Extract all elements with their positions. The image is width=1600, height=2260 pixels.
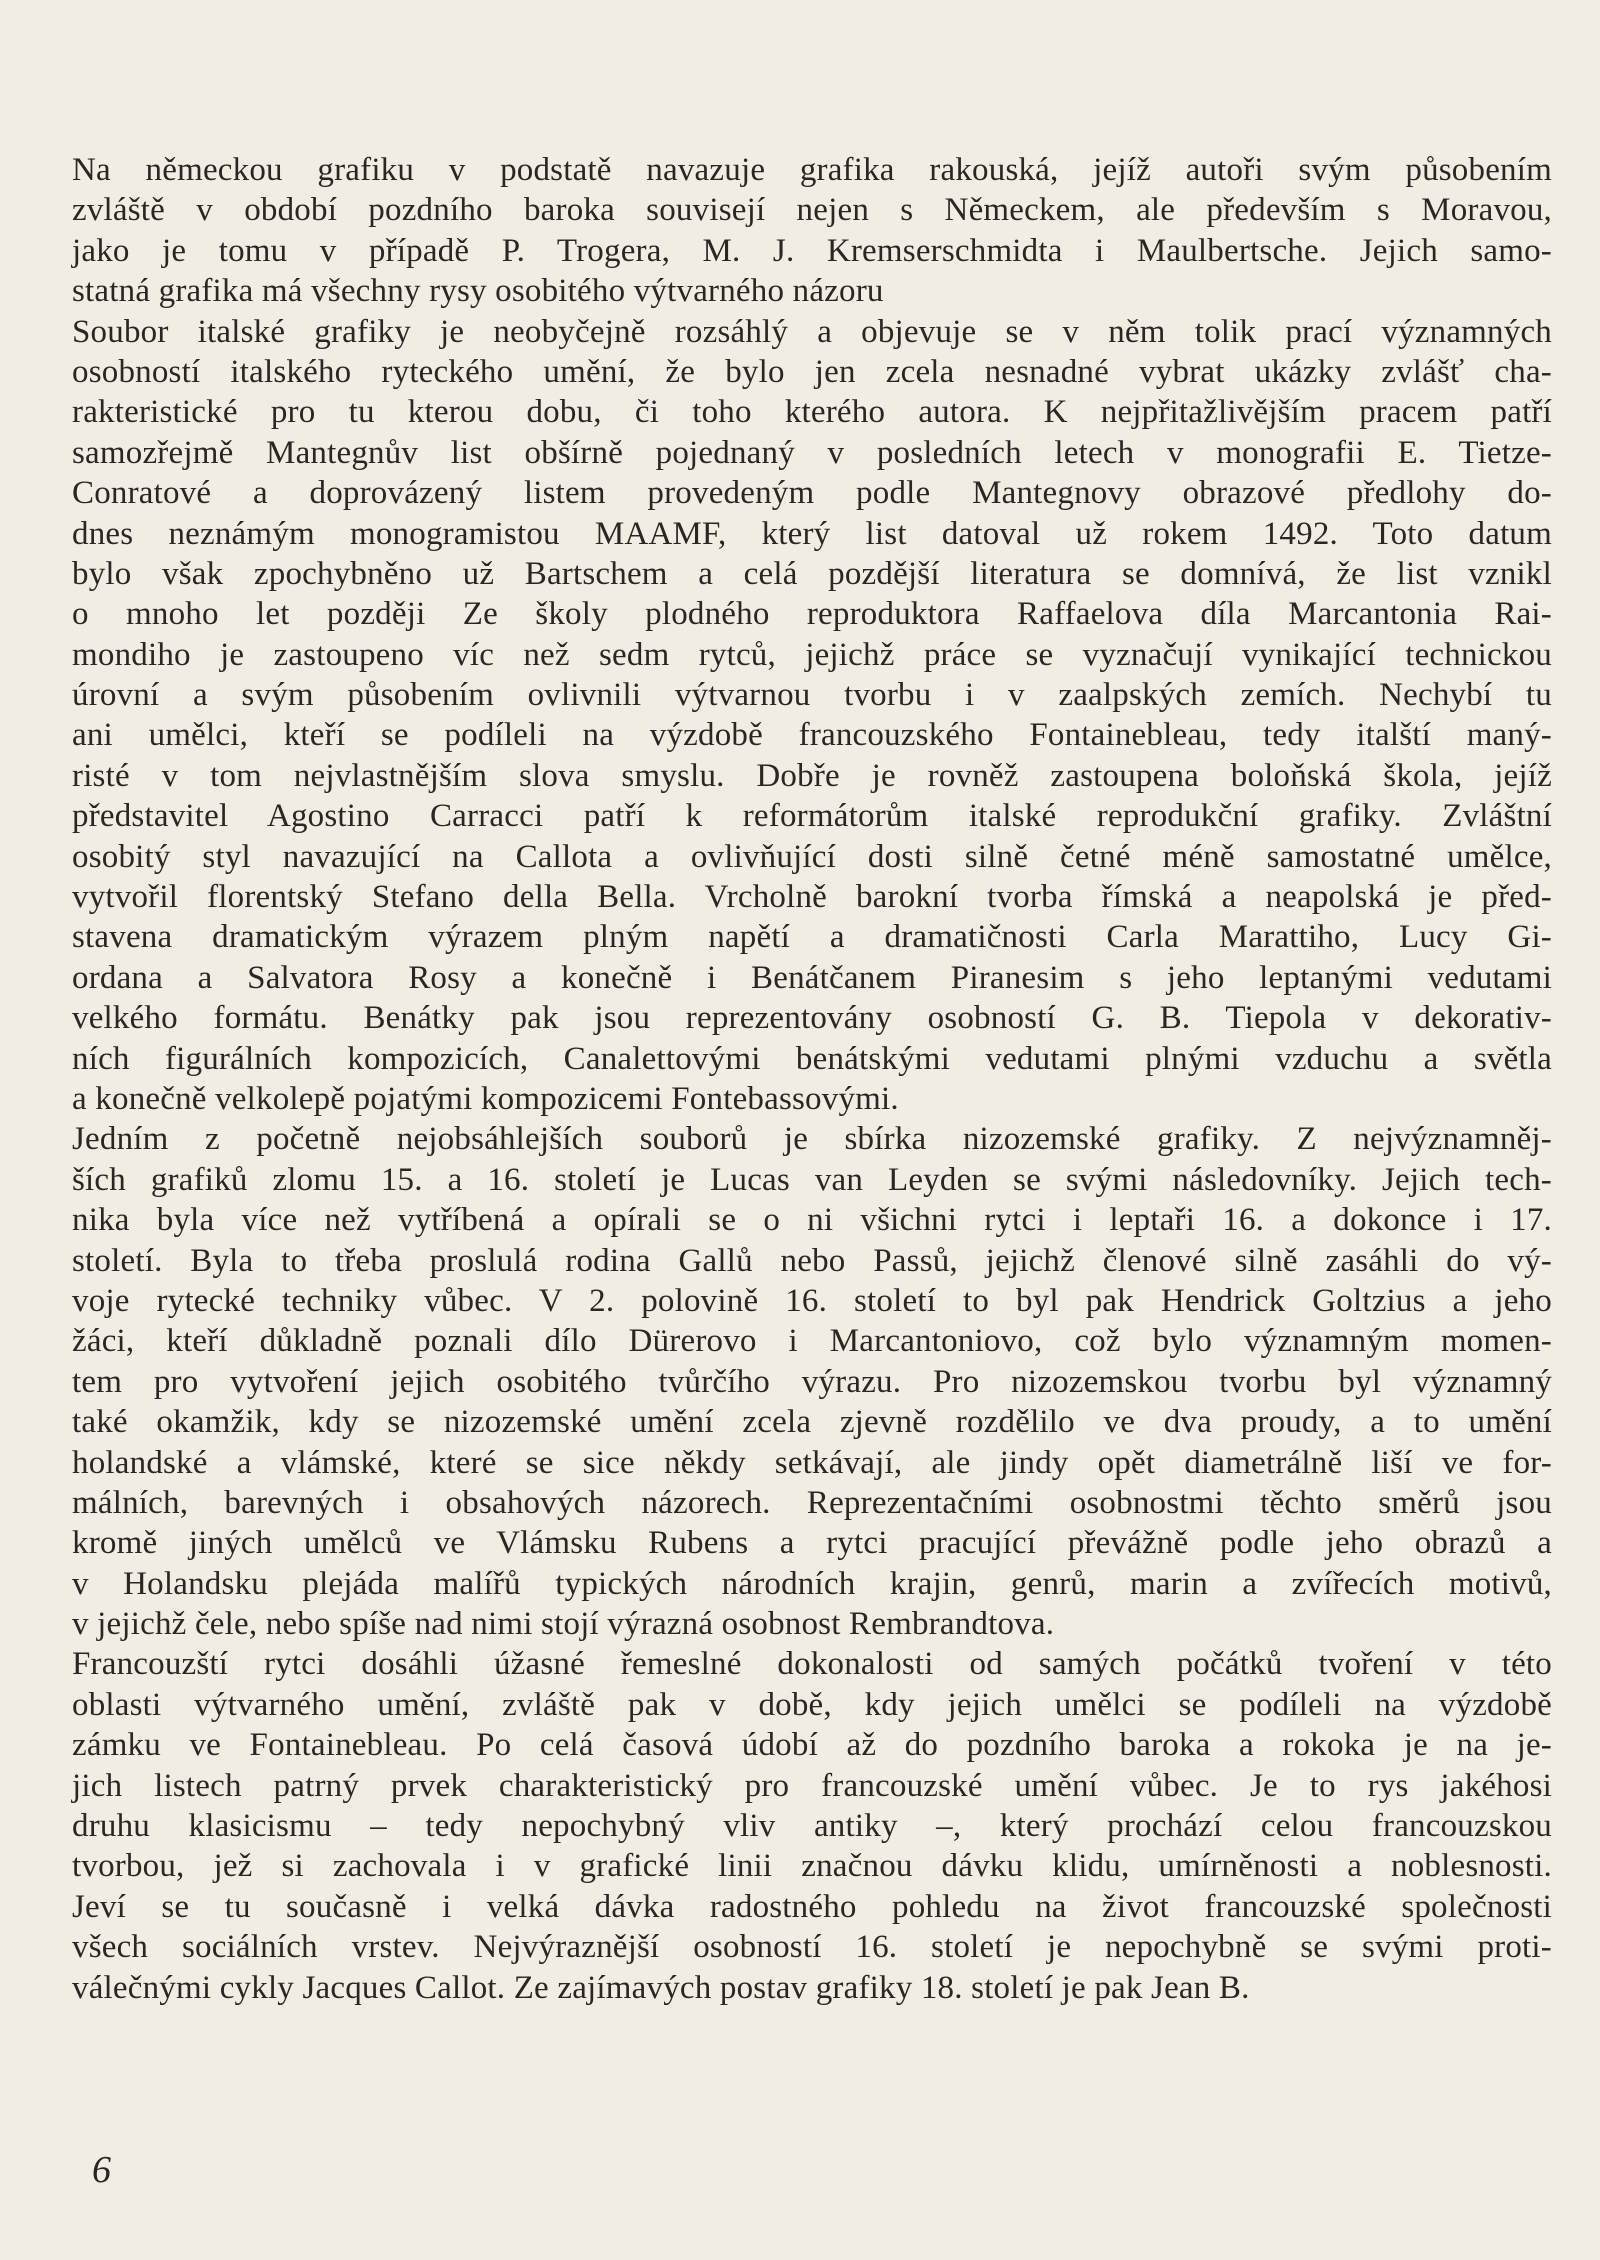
page-number: 6 [92,2149,111,2191]
text-line: holandské a vlámské, které se sice někdy setkávají, ale jindy opět diametrálně liší ve for- [72,1444,1552,1481]
text-line: tvorbou, jež si zachovala i v grafické linii značnou dávku klidu, umírněnosti a noblesnosti. [72,1848,1552,1885]
text-line: nika byla více než vytříbená a opírali se o ni všichni rytci i leptaři 16. a dokonce i 17. [72,1202,1552,1239]
text-line: úrovní a svým působením ovlivnili výtvarnou tvorbu i v zaalpských zemích. Nechybí tu [72,677,1552,714]
text-line: málních, barevných i obsahových názorech. Reprezentačními osobnostmi těchto směrů jsou [72,1484,1552,1521]
paragraph [72,1119,1552,1644]
paragraph [72,150,1552,312]
text-line: vytvořil florentský Stefano della Bella. Vrcholně barokní tvorba římská a neapolská je před- [72,879,1552,916]
text-line: samozřejmě Mantegnův list obšírně pojednaný v posledních letech v monografii E. Tietze- [72,434,1552,471]
text-line: všech sociálních vrstev. Nejvýraznější osobností 16. století je nepochybně se svými proti- [72,1929,1552,1966]
text-line: ších grafiků zlomu 15. a 16. století je Lucas van Leyden se svými následovníky. Jejich tech- [72,1161,1552,1198]
body-text [72,150,1552,2008]
text-line: o mnoho let později Ze školy plodného reproduktora Raffaelova díla Marcantonia Rai- [72,596,1552,633]
text-line: jich listech patrný prvek charakteristický pro francouzské umění vůbec. Je to rys jakéhosi [72,1767,1552,1804]
text-line: voje rytecké techniky vůbec. V 2. polovině 16. století to byl pak Hendrick Goltzius a jeho [72,1282,1552,1319]
text-line: žáci, kteří důkladně poznali dílo Dürerovo i Marcantoniovo, což bylo významným momen- [72,1323,1552,1360]
text-line: tem pro vytvoření jejich osobitého tvůrčího výrazu. Pro nizozemskou tvorbu byl významný [72,1363,1552,1400]
text-line: představitel Agostino Carracci patří k reformátorům italské reprodukční grafiky. Zvláštní [72,798,1552,835]
text-line: válečnými cykly Jacques Callot. Ze zajímavých postav grafiky 18. století je pak Jean B. [72,1969,1250,2006]
text-line: statná grafika má všechny rysy osobitého výtvarného názoru [72,273,884,310]
text-line: dnes neznámým monogramistou MAAMF, který list datoval už rokem 1492. Toto datum [72,515,1552,552]
text-line: v Holandsku plejáda malířů typických národních krajin, genrů, marin a zvířecích motivů, [72,1565,1552,1602]
text-line: zvláště v období pozdního baroka souvisejí nejen s Německem, ale především s Moravou, [72,192,1552,229]
text-line: druhu klasicismu – tedy nepochybný vliv antiky –, který prochází celou francouzskou [72,1808,1552,1845]
text-line: risté v tom nejvlastnějším slova smyslu. Dobře je rovněž zastoupena boloňská škola, jejíž [72,757,1552,794]
text-line: století. Byla to třeba proslulá rodina Gallů nebo Passů, jejichž členové silně zasáhli do vý- [72,1242,1552,1279]
text-line: v jejichž čele, nebo spíše nad nimi stojí výrazná osobnost Rembrandtova. [72,1606,1055,1643]
text-line: mondiho je zastoupeno víc než sedm rytců, jejichž práce se vyznačují vynikající technickou [72,636,1552,673]
text-line: zámku ve Fontainebleau. Po celá časová údobí až do pozdního baroka a rokoka je na je- [72,1727,1552,1764]
text-line: jako je tomu v případě P. Trogera, M. J. Kremserschmidta i Maulbertsche. Jejich samo- [72,232,1552,269]
paragraph [72,1644,1552,2008]
text-line: stavena dramatickým výrazem plným napětí a dramatičnosti Carla Marattiho, Lucy Gi- [72,919,1552,956]
text-line: také okamžik, kdy se nizozemské umění zcela zjevně rozdělilo ve dva proudy, a to umění [72,1404,1552,1441]
text-line: Soubor italské grafiky je neobyčejně rozsáhlý a objevuje se v něm tolik prací významných [72,313,1552,350]
paragraph [72,312,1552,1120]
text-line: Na německou grafiku v podstatě navazuje grafika rakouská, jejíž autoři svým působením [72,152,1552,188]
text-line: oblasti výtvarného umění, zvláště pak v době, kdy jejich umělci se podíleli na výzdobě [72,1686,1552,1723]
text-line: velkého formátu. Benátky pak jsou reprezentovány osobností G. B. Tiepola v dekorativ- [72,1000,1552,1037]
text-line: bylo však zpochybněno už Bartschem a celá pozdější literatura se domnívá, že list vznikl [72,555,1552,592]
text-line: osobitý styl navazující na Callota a ovlivňující dosti silně četné méně samostatné umělce, [72,838,1552,875]
text-line: Conratové a doprovázený listem provedeným podle Mantegnovy obrazové předlohy do- [72,475,1552,512]
text-line: a konečně velkolepě pojatými kompozicemi Fontebassovými. [72,1080,899,1117]
text-line: ních figurálních kompozicích, Canalettovými benátskými vedutami plnými vzduchu a světla [72,1040,1552,1077]
text-line: rakteristické pro tu kterou dobu, či toho kterého autora. K nejpřitažlivějším pracem patří [72,394,1552,431]
text-line: ani umělci, kteří se podíleli na výzdobě francouzského Fontainebleau, tedy italští maný- [72,717,1552,754]
text-line: osobností italského ryteckého umění, že bylo jen zcela nesnadné vybrat ukázky zvlášť cha- [72,353,1552,390]
text-line: ordana a Salvatora Rosy a konečně i Benátčanem Piranesim s jeho leptanými vedutami [72,959,1552,996]
text-line: Francouzští rytci dosáhli úžasné řemeslné dokonalosti od samých počátků tvoření v této [72,1646,1552,1683]
text-line: kromě jiných umělců ve Vlámsku Rubens a rytci pracující převážně podle jeho obrazů a [72,1525,1552,1562]
text-line: Jedním z početně nejobsáhlejších souborů je sbírka nizozemské grafiky. Z nejvýznamněj- [72,1121,1552,1158]
text-line: Jeví se tu současně i velká dávka radostného pohledu na život francouzské společnosti [72,1888,1552,1925]
